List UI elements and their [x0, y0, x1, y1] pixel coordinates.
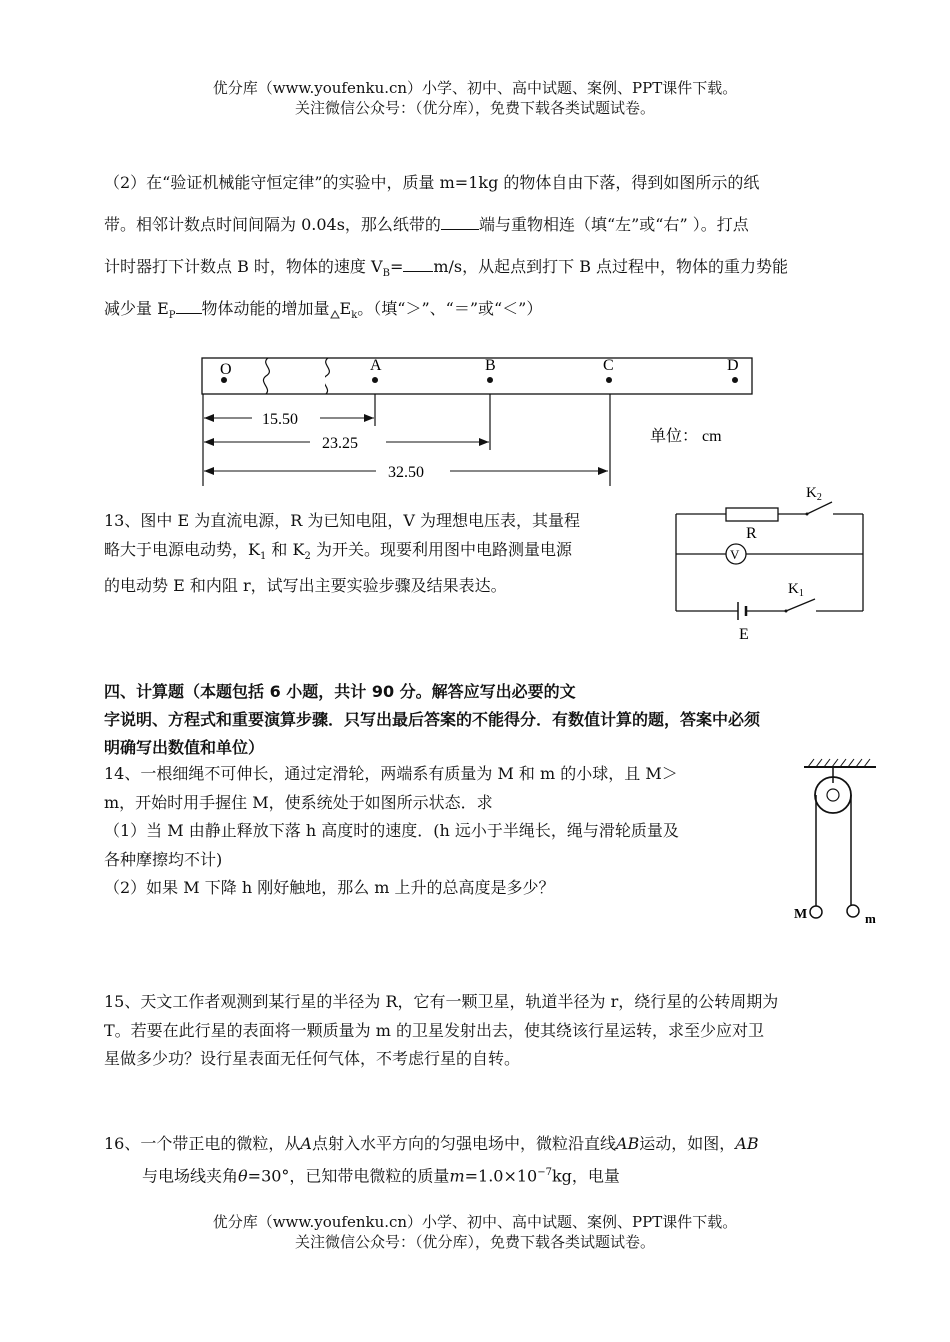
q16-point-a: A — [300, 1134, 312, 1153]
q13-line-1: 13、图中 E 为直流电源，R 为已知电阻，V 为理想电压表，其量程 — [104, 511, 580, 530]
q12-line-4 — [104, 296, 899, 321]
tape-point-a — [372, 377, 378, 383]
label-small-m: m — [865, 911, 876, 926]
footer-line-1: 优分库（www.youfenku.cn）小学、初中、高中试题、案例、PPT课件下载。 — [212, 1213, 738, 1231]
distance-label-oc: 32.50 — [388, 464, 424, 481]
q12-line-2a: 带。相邻计数点时间间隔为 0.04s，那么纸带的 — [104, 215, 441, 234]
delta-icon — [330, 305, 340, 315]
q16-line-2e: =1.0×10 — [464, 1165, 538, 1185]
header-line-2: 关注微信公众号：（优分库），免费下载各类试题试卷。 — [294, 99, 655, 117]
section-4-heading — [104, 678, 904, 762]
vb-subscript: B — [382, 268, 390, 280]
q16-line-1e: 运动，如图， — [639, 1134, 736, 1153]
q13-text — [104, 506, 664, 600]
distance-label-oa: 15.50 — [262, 411, 298, 428]
q12-line-4c: E — [339, 299, 352, 318]
tape-label-o: O — [220, 361, 232, 378]
header-line-1: 优分库（www.youfenku.cn）小学、初中、高中试题、案例、PPT课件下载。 — [212, 79, 738, 97]
q13-line-3: 的电动势 E 和内阻 r，试写出主要实验步骤及结果表达。 — [104, 576, 507, 596]
q14-line-5: （2）如果 M 下降 h 刚好触地，那么 m 上升的总高度是多少？ — [104, 878, 555, 897]
q16-line-1c: 点射入水平方向的匀强电场中，微粒沿直线 — [311, 1134, 616, 1153]
section-4-line-1: 四、计算题（本题包括 6 小题，共计 90 分。解答应写出必要的文 — [104, 682, 576, 701]
q12-line-3c: m/s，从起点到打下 B 点过程中，物体的重力势能 — [433, 257, 789, 276]
k2-subscript: 2 — [304, 551, 311, 563]
label-big-m: M — [794, 907, 808, 922]
q12-line-3a: 计时器打下计数点 B 时，物体的速度 V — [104, 257, 383, 276]
q15-text — [104, 988, 904, 1074]
section-4-line-2: 字说明、方程式和重要演算步骤．只写出最后答案的不能得分．有数值计算的题，答案中必须 — [104, 710, 761, 729]
ek-subscript: k — [351, 310, 358, 322]
q12-line-3b: = — [389, 257, 404, 276]
q16-line-1a: 16、一个带正电的微粒，从 — [104, 1134, 301, 1153]
q16-line-ab: AB — [615, 1134, 640, 1153]
ball-small-m — [847, 905, 859, 917]
tape-point-c — [606, 377, 612, 383]
q16-line-2a: 与电场线夹角 — [142, 1165, 239, 1185]
q16-line-2c: =30°，已知带电微粒的质量 — [247, 1165, 450, 1185]
q12-line-1: （2）在“验证机械能守恒定律”的实验中，质量 m=1kg 的物体自由下落，得到如图所示的纸 — [104, 173, 760, 192]
pulley-diagram — [790, 755, 890, 935]
label-v: V — [730, 547, 740, 562]
tape-unit: 单位： cm — [650, 428, 722, 445]
q12-line-3 — [104, 254, 899, 279]
distance-label-ob: 23.25 — [322, 435, 358, 452]
q16-line-ab-2: AB — [735, 1134, 759, 1153]
ep-subscript: P — [168, 310, 176, 322]
q12-line-4a: 减少量 E — [104, 299, 169, 318]
q15-line-2: T。若要在此行星的表面将一颗质量为 m 的卫星发射出去，使其绕该行星运转，求至少应对卫 — [104, 1020, 765, 1040]
q13-line-2b: 和 K — [266, 540, 305, 559]
q13-line-2c: 为开关。现要利用图中电路测量电源 — [310, 540, 572, 559]
q14-line-3: （1）当 M 由静止释放下落 h 高度时的速度．(h 远小于半绳长，绳与滑轮质量及 — [104, 821, 679, 840]
tape-label-b: B — [485, 357, 496, 374]
tape-point-d — [732, 377, 738, 383]
footer-line-2: 关注微信公众号：（优分库），免费下载各类试题试卷。 — [294, 1233, 655, 1251]
q14-line-2: m，开始时用手握住 M，使系统处于如图所示状态．求 — [104, 792, 493, 812]
q16-line-2 — [104, 1159, 904, 1191]
q14-line-4: 各种摩擦均不计) — [104, 849, 223, 869]
q12-line-4d: 。（填“＞”、“＝”或“＜”） — [357, 299, 543, 318]
answer-blank-velocity[interactable] — [403, 257, 433, 272]
q16-line-1 — [104, 1130, 904, 1159]
q14-line-1: 14、一根细绳不可伸长，通过定滑轮，两端系有质量为 M 和 m 的小球，且 M＞ — [104, 764, 678, 783]
q12-line-2 — [104, 212, 899, 235]
q16-mass-var: m — [449, 1165, 465, 1185]
switch-k2 — [807, 502, 832, 514]
q14-text — [104, 760, 784, 903]
q16-line-2f: kg，电量 — [551, 1165, 620, 1185]
q12-line-4b: 物体动能的增加量 — [201, 299, 330, 318]
circuit-diagram — [668, 480, 874, 650]
tape-label-c: C — [603, 357, 614, 374]
label-k2: $K_2$ — [806, 485, 822, 503]
switch-k1 — [786, 599, 815, 611]
q15-line-3: 星做多少功？设行星表面无任何气体，不考虑行星的自转。 — [104, 1049, 521, 1068]
k1-subscript: 1 — [259, 551, 267, 563]
resistor-r — [726, 508, 778, 521]
answer-blank-compare[interactable] — [176, 299, 202, 314]
q16-text — [104, 1130, 904, 1190]
q16-theta: θ — [238, 1165, 248, 1185]
tape-point-b — [487, 377, 493, 383]
tape-label-a: A — [370, 357, 382, 374]
q12-line-2b: 端与重物相连（填“左”或“右” ）。打点 — [478, 215, 749, 234]
q15-line-1: 15、天文工作者观测到某行星的半径为 R，它有一颗卫星，轨道半径为 r，绕行星的公转周期为 — [104, 992, 779, 1011]
q13-line-2a: 略大于电源电动势，K — [104, 540, 260, 559]
section-4-line-3: 明确写出数值和单位） — [104, 738, 265, 757]
label-e: E — [739, 626, 749, 643]
answer-blank-end[interactable] — [441, 215, 479, 230]
tape-break-left — [263, 358, 269, 394]
label-k1: $K_1$ — [788, 581, 804, 599]
label-r: R — [746, 525, 757, 542]
q13-line-2 — [104, 535, 664, 571]
tape-label-d: D — [727, 357, 739, 374]
q16-exponent: −7 — [537, 1166, 552, 1178]
paper-tape-diagram — [190, 350, 770, 490]
ball-big-m — [810, 906, 822, 918]
